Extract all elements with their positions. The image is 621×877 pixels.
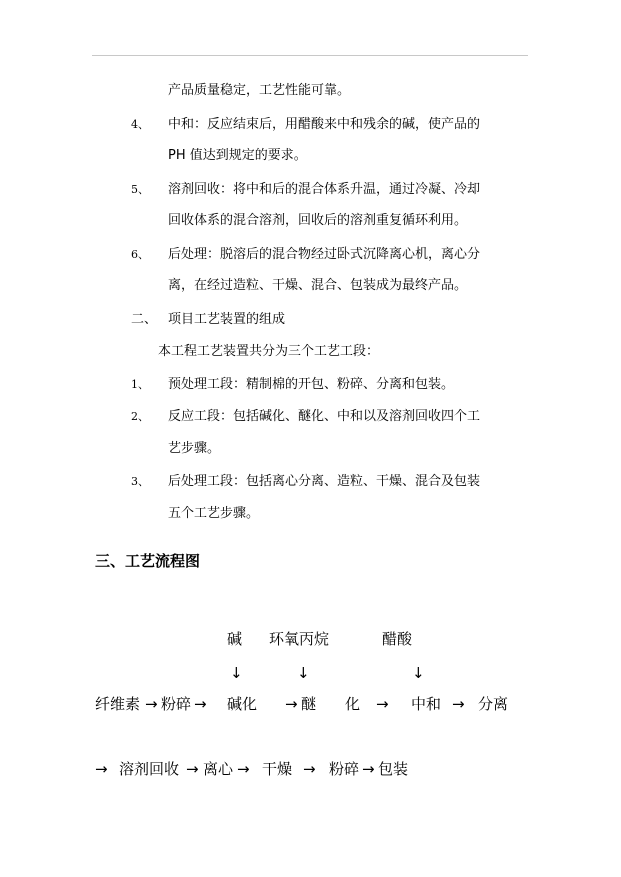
flow-crush: 粉碎 <box>161 695 192 713</box>
section-2-title: 项目工艺装置的组成 <box>168 312 286 327</box>
item-6-line1: 后处理：脱溶后的混合物经过卧式沉降离心机，离心分 <box>168 247 481 262</box>
flow-input-acid: 醋酸 <box>382 630 413 648</box>
arrow-right-icon: → <box>303 760 316 778</box>
item-6-line2: 离，在经过造粒、干燥、混合、包装成为最终产品。 <box>168 278 468 293</box>
section-2-intro: 本工程工艺装置共分为三个工艺工段： <box>158 344 380 359</box>
arrow-right-icon: → <box>95 760 108 778</box>
arrow-right-icon: → <box>362 760 375 778</box>
stage-2-line1: 反应工段：包括碱化、醚化、中和以及溶剂回收四个工 <box>168 409 481 424</box>
item-6-number: 6、 <box>131 248 149 261</box>
arrow-right-icon: → <box>452 695 465 713</box>
flow-input-epoxy: 环氧丙烷 <box>269 630 330 648</box>
down-arrow-icon: ↓ <box>297 664 310 682</box>
arrow-right-icon: → <box>237 760 250 778</box>
down-arrow-icon: ↓ <box>412 664 425 682</box>
stage-2-number: 2、 <box>131 410 149 423</box>
stage-1-line1: 预处理工段：精制棉的开包、粉碎、分离和包装。 <box>168 377 455 392</box>
stage-3-line1: 后处理工段：包括离心分离、造粒、干燥、混合及包装 <box>168 474 481 489</box>
stage-3-line2: 五个工艺步骤。 <box>168 506 260 521</box>
flow-input-base: 碱 <box>227 630 243 648</box>
flow-ether: 醚 <box>301 695 317 713</box>
flow-neutralize: 中和 <box>411 695 442 713</box>
section-2-number: 二、 <box>131 312 158 327</box>
item-4-line2: PH 值达到规定的要求。 <box>168 148 307 163</box>
item-4-number: 4、 <box>131 118 149 131</box>
flow-separate: 分离 <box>478 695 509 713</box>
flow-dry: 干燥 <box>262 760 293 778</box>
stage-2-line2: 艺步骤。 <box>168 441 221 456</box>
arrow-right-icon: → <box>145 695 158 713</box>
flow-crush-2: 粉碎 <box>329 760 360 778</box>
item-4-line1: 中和：反应结束后，用醋酸来中和残余的碱，使产品的 <box>168 117 481 132</box>
flow-pack: 包装 <box>378 760 409 778</box>
flow-solvent-recovery: 溶剂回收 <box>119 760 180 778</box>
item-5-number: 5、 <box>131 183 149 196</box>
header-rule <box>92 55 528 56</box>
arrow-right-icon: → <box>194 695 207 713</box>
item-5-line1: 溶剂回收：将中和后的混合体系升温，通过冷凝、冷却 <box>168 182 481 197</box>
stage-1-number: 1、 <box>131 378 149 391</box>
item-5-line2: 回收体系的混合溶剂，回收后的溶剂重复循环利用。 <box>168 213 468 228</box>
flow-cellulose: 纤维素 <box>95 695 141 713</box>
flow-centrifuge: 离心 <box>203 760 234 778</box>
stage-3-number: 3、 <box>131 475 149 488</box>
flow-alkalization: 碱化 <box>227 695 258 713</box>
arrow-right-icon: → <box>285 695 298 713</box>
section-3-heading: 三、工艺流程图 <box>95 552 201 570</box>
down-arrow-icon: ↓ <box>230 664 243 682</box>
arrow-right-icon: → <box>186 760 199 778</box>
arrow-right-icon: → <box>376 695 389 713</box>
paragraph-continuation: 产品质量稳定，工艺性能可靠。 <box>168 83 351 98</box>
flow-ether-suffix: 化 <box>345 695 361 713</box>
